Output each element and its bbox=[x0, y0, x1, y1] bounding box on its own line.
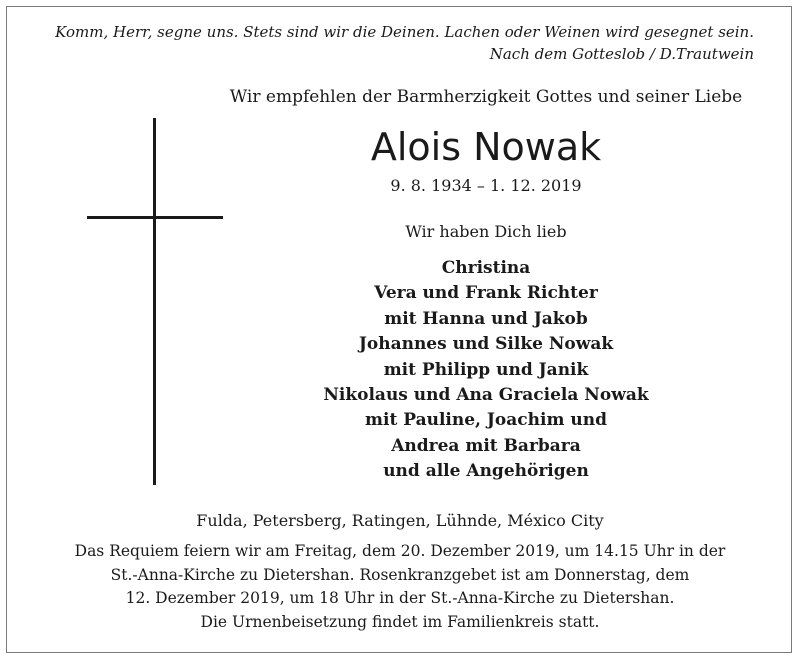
mourner-line: Johannes und Silke Nowak bbox=[358, 334, 614, 355]
mourner-line: Vera und Frank Richter bbox=[374, 283, 598, 304]
life-dates: 9. 8. 1934 – 1. 12. 2019 bbox=[390, 176, 582, 195]
notice-line: Die Urnenbeisetzung findet im Familienkreis statt. bbox=[200, 612, 600, 631]
funeral-notice bbox=[0, 540, 800, 634]
places-line: Fulda, Petersberg, Ratingen, Lühnde, México City bbox=[196, 511, 604, 530]
mourner-line: und alle Angehörigen bbox=[383, 461, 589, 482]
motto bbox=[55, 21, 754, 65]
deceased-name: Alois Nowak bbox=[370, 125, 602, 169]
notice-line: 12. Dezember 2019, um 18 Uhr in der St.-Anna-Kirche zu Dietershan. bbox=[125, 589, 675, 607]
love-text: Wir haben Dich lieb bbox=[405, 222, 567, 241]
cross-vertical-bar bbox=[153, 118, 156, 485]
recommendation-text: Wir empfehlen der Barmherzigkeit Gottes und seiner Liebe bbox=[229, 87, 743, 107]
mourner-line: Nikolaus und Ana Graciela Nowak bbox=[323, 385, 649, 406]
mourner-line: mit Pauline, Joachim und bbox=[365, 410, 607, 431]
mourner-line: mit Philipp und Janik bbox=[383, 359, 589, 380]
mourner-line: mit Hanna und Jakob bbox=[384, 308, 588, 329]
cross-horizontal-bar bbox=[87, 216, 223, 219]
motto-source: Nach dem Gotteslob / D.Trautwein bbox=[489, 45, 754, 63]
notice-line: St.-Anna-Kirche zu Dietershan. Rosenkranzgebet ist am Donnerstag, dem bbox=[110, 565, 690, 584]
mourner-line: Christina bbox=[441, 258, 531, 278]
mourners-list bbox=[184, 256, 788, 485]
motto-quote: Komm, Herr, segne uns. Stets sind wir die Deinen. Lachen oder Weinen wird gesegnet sein. bbox=[55, 23, 754, 41]
mourner-line: Andrea mit Barbara bbox=[391, 435, 581, 456]
notice-line: Das Requiem feiern wir am Freitag, dem 20. Dezember 2019, um 14.15 Uhr in der bbox=[74, 542, 726, 560]
